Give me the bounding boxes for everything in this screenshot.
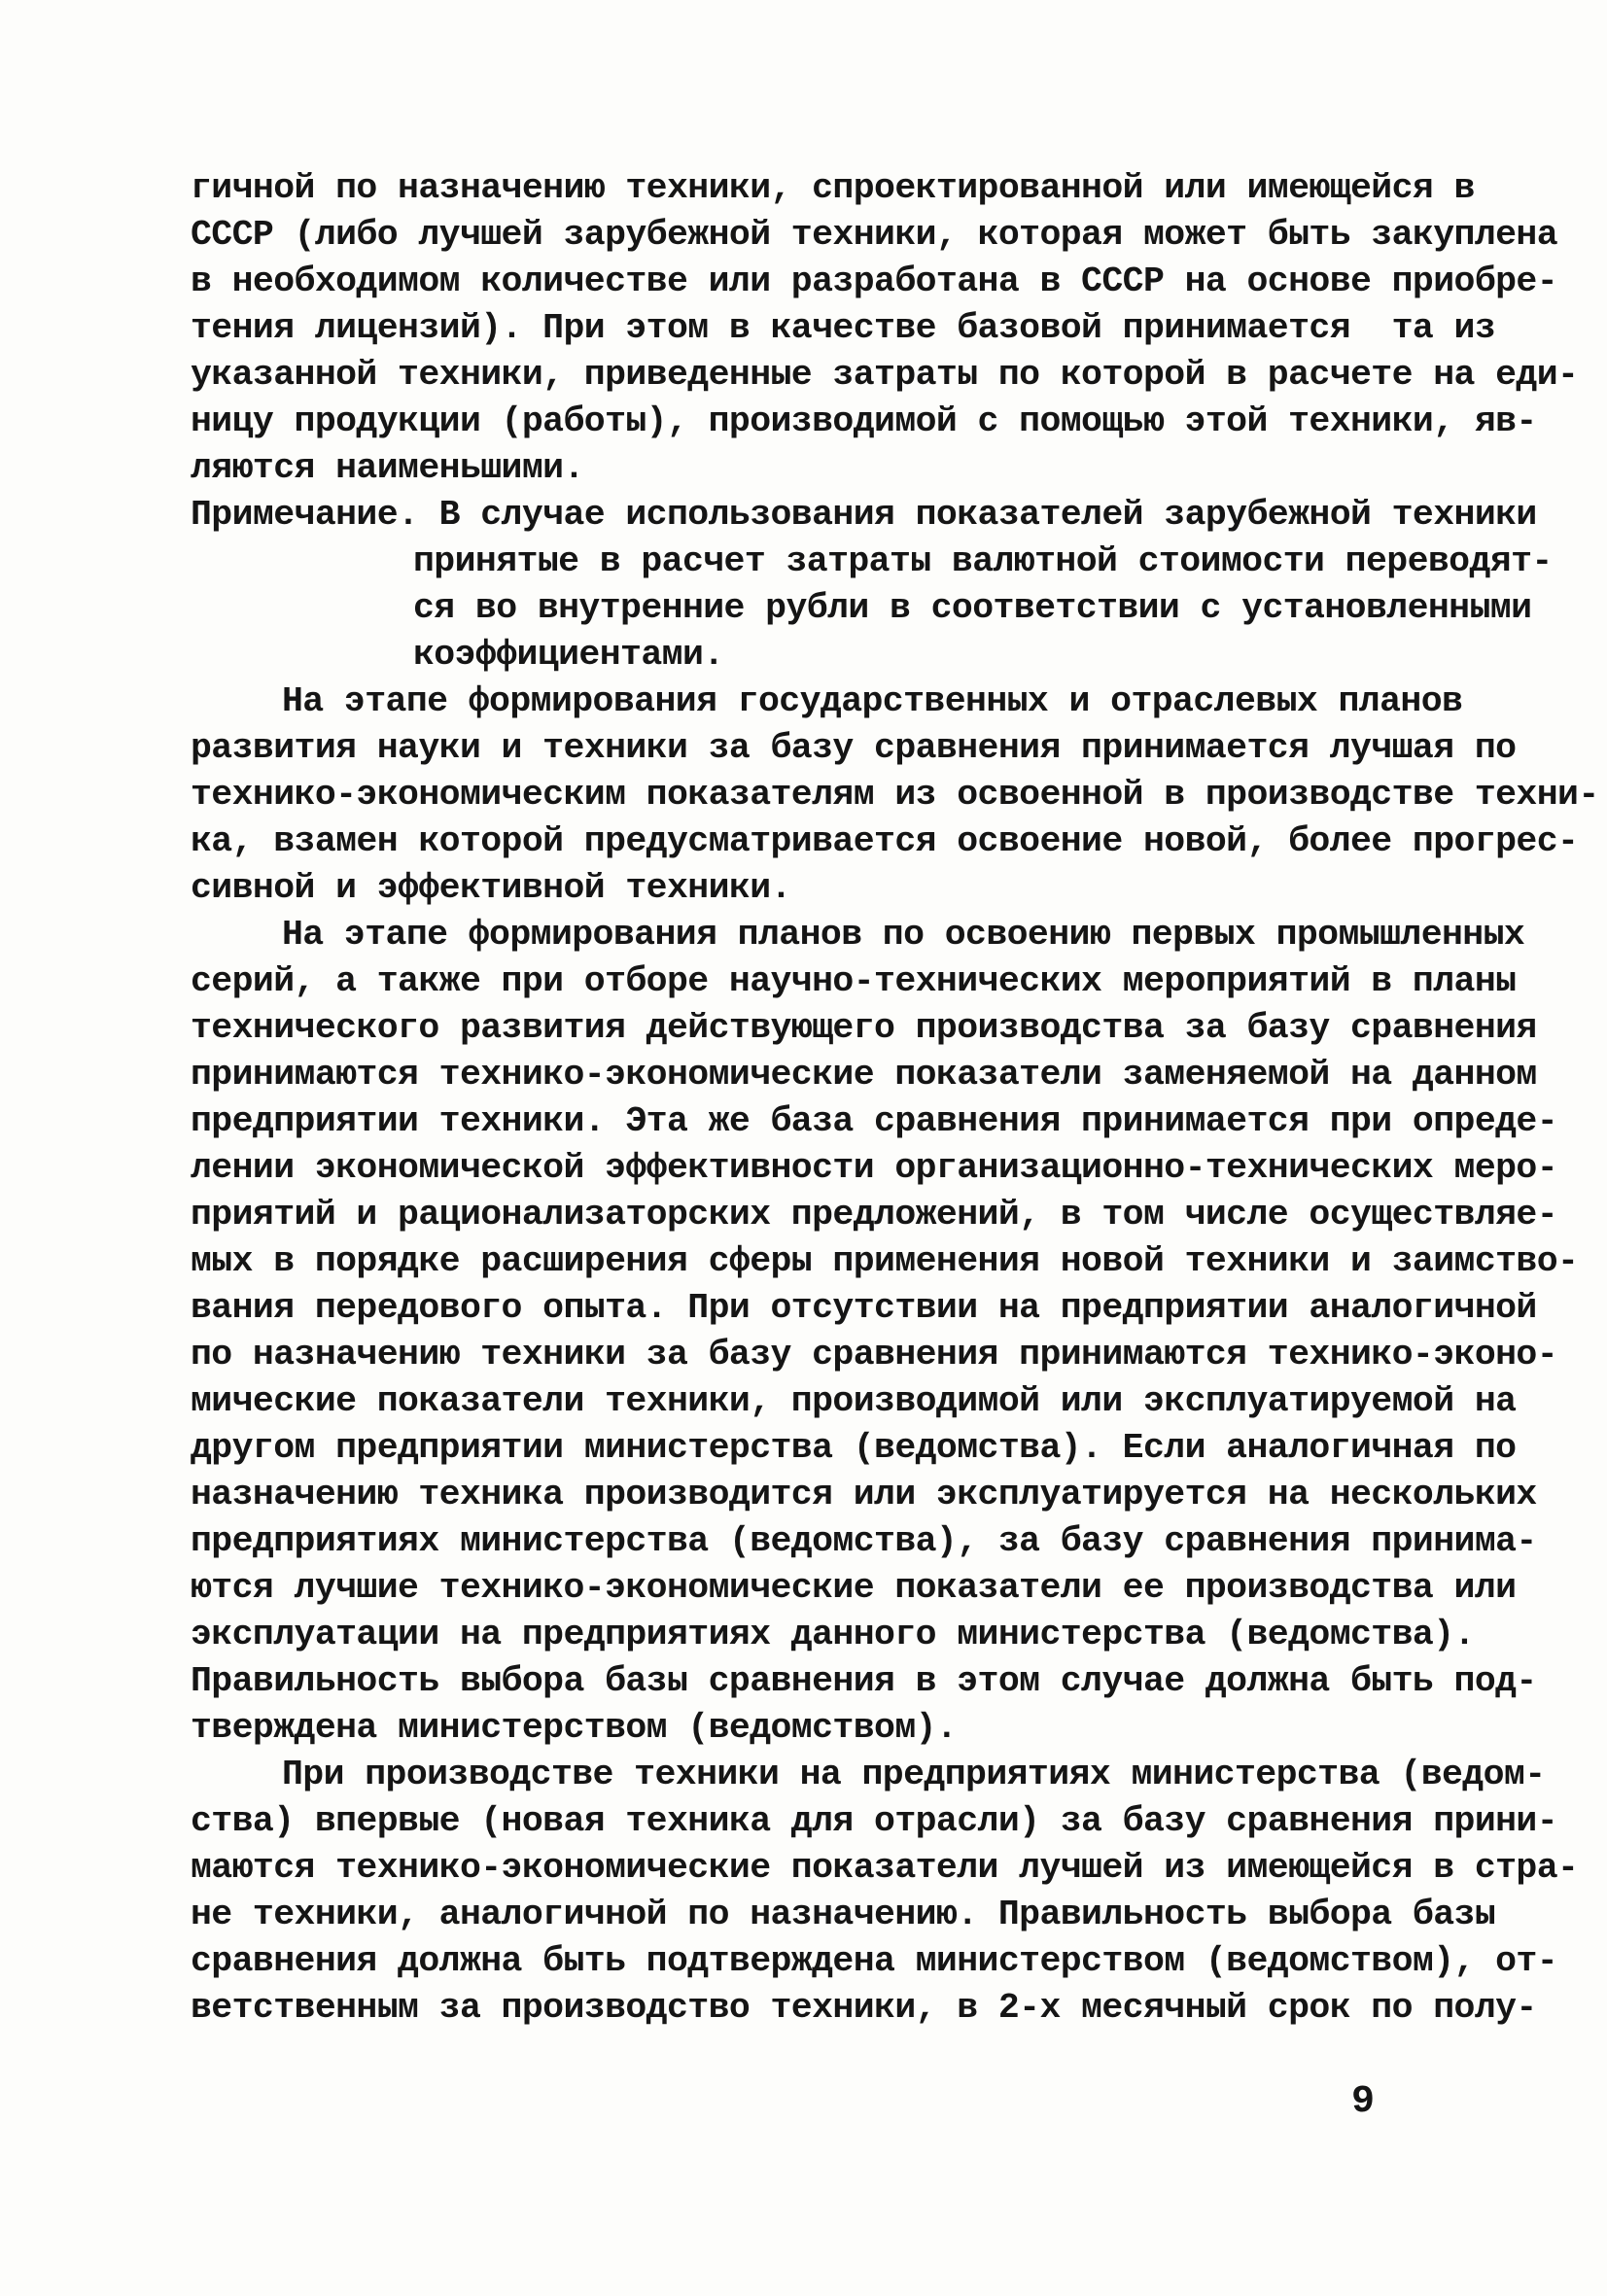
page-number: 9 [1351,2080,1376,2124]
note-indented-line: коэффициентами. [413,635,724,675]
note-indented-line: принятые в расчет затраты валютной стоимости переводят- [413,541,1553,581]
text-line: Правильность выбора базы сравнения в этом случае должна быть под- [191,1661,1537,1701]
text-line: указанной техники, приведенные затраты по которой в расчете на еди- [191,355,1579,395]
paragraph-first-line: На этапе формирования планов по освоению первых промышленных [282,915,1525,955]
text-line: тения лицензий). При этом в качестве базовой принимается та из [191,308,1496,348]
text-line: назначению техника производится или эксплуатируется на нескольких [191,1475,1537,1514]
text-line: приятий и рационализаторских предложений, в том числе осуществляе- [191,1195,1558,1235]
text-line: сравнения должна быть подтверждена министерством (ведомством), от- [191,1941,1558,1981]
text-line: ветственным за производство техники, в 2-х месячный срок по полу- [191,1988,1537,2028]
text-line: вания передового опыта. При отсутствии на предприятии аналогичной [191,1288,1537,1328]
text-line: по назначению техники за базу сравнения принимаются технико-эконо- [191,1335,1558,1374]
text-line: ницу продукции (работы), производимой с помощью этой техники, яв- [191,401,1537,441]
text-line: развития науки и техники за базу сравнения принимается лучшая по [191,728,1517,768]
text-line: ка, взамен которой предусматривается освоение новой, более прогрес- [191,821,1579,861]
text-line: ства) впервые (новая техника для отрасли) за базу сравнения прини- [191,1801,1558,1841]
paragraph-first-line: При производстве техники на предприятиях министерства (ведом- [282,1755,1546,1794]
text-line: другом предприятии министерства (ведомства). Если аналогичная по [191,1428,1517,1468]
text-line: мические показатели техники, производимой или эксплуатируемой на [191,1381,1517,1421]
text-line: предприятиях министерства (ведомства), за базу сравнения принима- [191,1521,1537,1561]
text-line: в необходимом количестве или разработана в СССР на основе приобре- [191,261,1558,301]
text-line: маются технико-экономические показатели лучшей из имеющейся в стра- [191,1848,1579,1888]
text-line: предприятии техники. Эта же база сравнения принимается при опреде- [191,1101,1558,1141]
text-line: технического развития действующего производства за базу сравнения [191,1008,1537,1048]
text-line: серий, а также при отборе научно-технических мероприятий в планы [191,961,1517,1001]
text-line: лении экономической эффективности организационно-технических меро- [191,1148,1558,1188]
text-line: не техники, аналогичной по назначению. Правильность выбора базы [191,1895,1496,1934]
text-line: гичной по назначению техники, спроектированной или имеющейся в [191,168,1475,208]
text-line: мых в порядке расширения сферы применения новой техники и заимство- [191,1241,1579,1281]
text-line: сивной и эффективной техники. [191,868,791,908]
text-line: СССР (либо лучшей зарубежной техники, которая может быть закуплена [191,215,1558,255]
text-line: ляются наименьшими. [191,448,584,488]
note-indented-line: ся во внутренние рубли в соответствии с установленными [413,588,1532,628]
text-line: ются лучшие технико-экономические показатели ее производства или [191,1568,1517,1608]
text-line: эксплуатации на предприятиях данного министерства (ведомства). [191,1615,1475,1654]
text-line: тверждена министерством (ведомством). [191,1708,958,1748]
paragraph-first-line: На этапе формирования государственных и отраслевых планов [282,681,1463,721]
text-line: принимаются технико-экономические показатели заменяемой на данном [191,1055,1537,1095]
text-line: технико-экономическим показателям из освоенной в производстве техни- [191,775,1599,815]
note-paragraph-first-line: Примечание. В случае использования показателей зарубежной техники [191,495,1537,535]
